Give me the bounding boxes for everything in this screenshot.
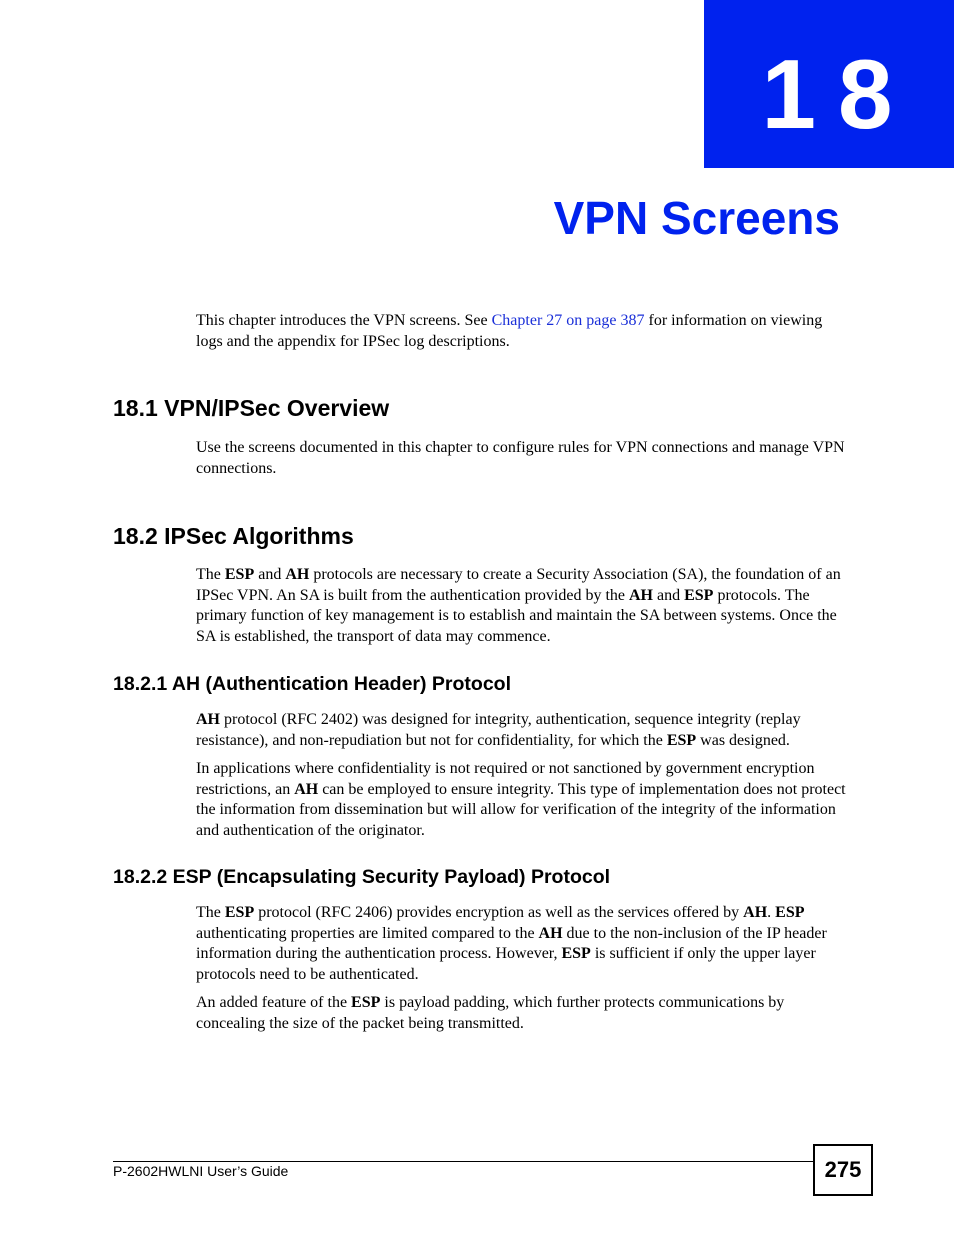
section-18-2-1-paragraph-2: In applications where confidentiality is not required or not sanctioned by government encryption restrictions, an AH can be employed to ensure integrity. This type of implementation does not protect the information from dissemination but will allow for verification of the integrity of the information and authentication of the originator.: [196, 760, 846, 839]
intro-text-2: for information on viewing logs and the appendix for IPSec log descriptions.: [196, 312, 823, 350]
footer-guide-title: P-2602HWLNI User’s Guide: [113, 1163, 289, 1179]
section-18-1-heading: 18.1 VPN/IPSec Overview: [113, 395, 390, 421]
chapter-27-link[interactable]: Chapter 27 on page 387: [491, 312, 645, 329]
chapter-number: 18: [761, 39, 915, 149]
chapter-number-box: [704, 0, 954, 168]
section-18-2-2-heading: 18.2.2 ESP (Encapsulating Security Payload) Protocol: [113, 866, 611, 888]
chapter-title: VPN Screens: [553, 192, 840, 244]
section-18-2-1-heading: 18.2.1 AH (Authentication Header) Protocol: [113, 673, 512, 695]
section-18-2-heading: 18.2 IPSec Algorithms: [113, 523, 354, 549]
section-18-2-paragraph: The ESP and AH protocols are necessary to create a Security Association (SA), the foundation of an IPSec VPN. An SA is built from the authentication provided by the AH and ESP protocols. The primary function of key management is to establish and maintain the SA between systems. Once the SA is established, the transport of data may commence.: [196, 566, 841, 645]
section-18-1-paragraph: Use the screens documented in this chapter to configure rules for VPN connections and manage VPN connections.: [196, 439, 845, 477]
section-18-2-2-paragraph-1: The ESP protocol (RFC 2406) provides encryption as well as the services offered by AH. ESP authenticating properties are limited compared to the AH due to the non-inclusion of the IP header information during the authentication process. However, ESP is sufficient if only the upper layer protocols need to be authenticated.: [196, 904, 827, 983]
intro-paragraph: [196, 311, 846, 352]
section-18-2-2-paragraph-2: An added feature of the ESP is payload padding, which further protects communications by concealing the size of the packet being transmitted.: [196, 994, 785, 1032]
page-number: 275: [813, 1144, 873, 1196]
intro-text-1: This chapter introduces the VPN screens. See: [196, 312, 492, 329]
section-18-2-1-paragraph-1: AH protocol (RFC 2402) was designed for integrity, authentication, sequence integrity (replay resistance), and non-repudiation but not for confidentiality, for which the ESP was designed.: [196, 711, 801, 749]
